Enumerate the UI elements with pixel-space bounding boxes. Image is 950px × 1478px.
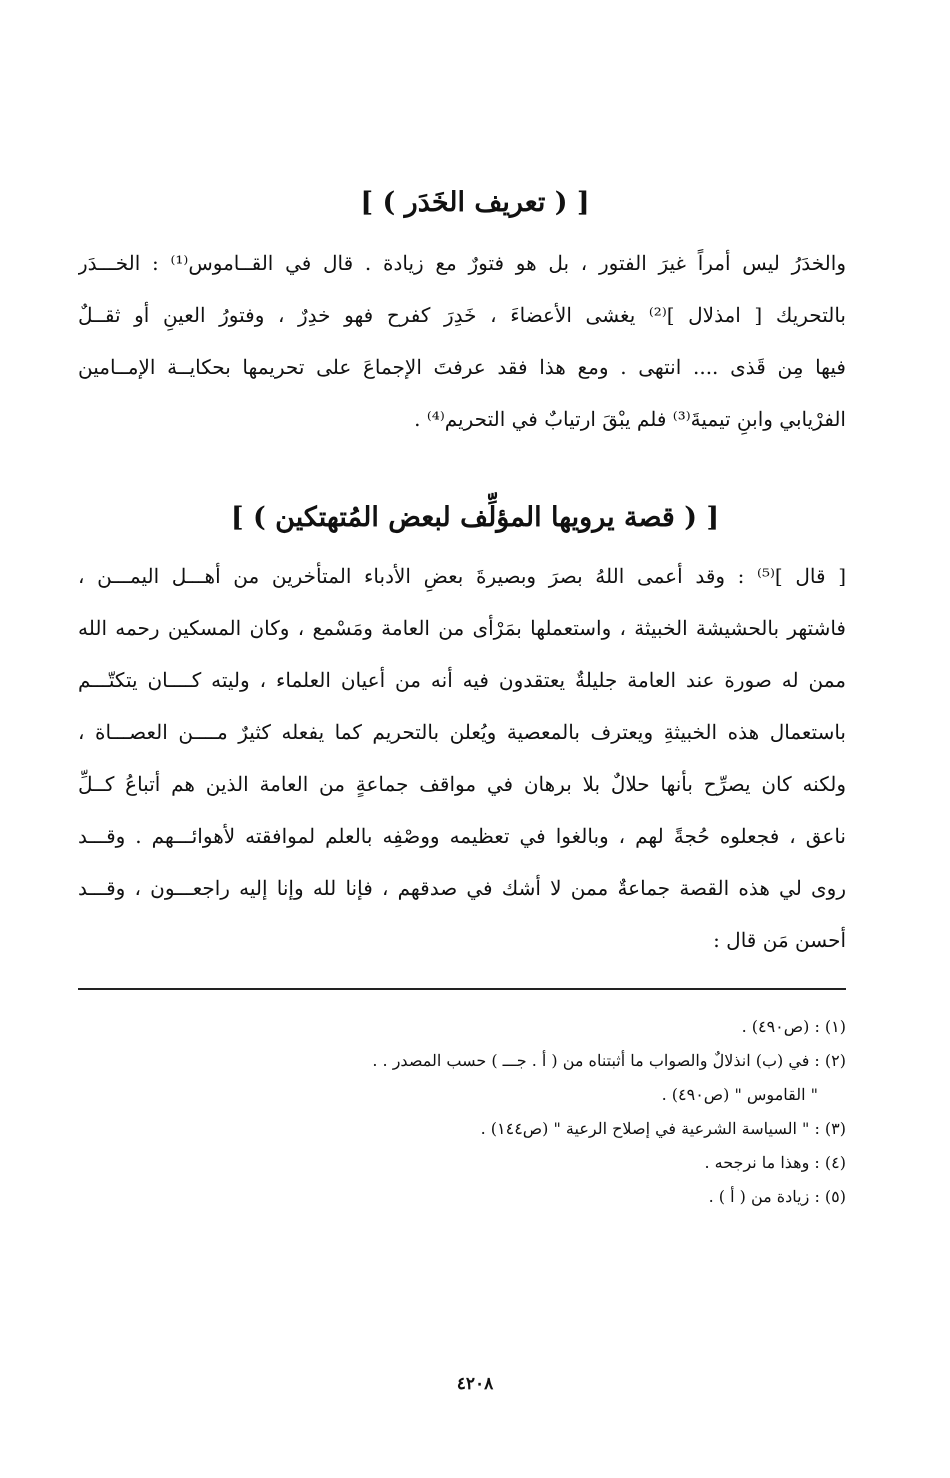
text-line: فاشتهر بالحشيشة الخبيثة ، واستعملها بمَرْأى من العامة ومَسْمع ، وكان المسكين رحمه الله xyxy=(78,616,846,640)
footnote-5: (٥) : زيادة من ( أ ) . xyxy=(708,1187,846,1206)
text-line: فيها مِن قَذى .... انتهى . ومع هذا فقد عرفتَ الإجماعَ على تحريمها بحكايــة الإمــامين xyxy=(78,355,846,379)
footnote-divider xyxy=(78,988,846,990)
text-line: والخدَرُ ليس أمراً غيرَ الفتور ، بل هو فتورٌ مع زيادة . قال في القــاموس⁽¹⁾ : الخـــدَر xyxy=(78,251,846,275)
text-line: الفرْيابي وابنِ تيميةَ⁽³⁾ فلم يبْقَ ارتيابٌ في التحريم⁽⁴⁾ . xyxy=(414,407,846,431)
text-line: ناعق ، فجعلوه حُجةً لهم ، وبالغوا في تعظيمه ووصْفِه بالعلم لموافقته لأهوائـــهم . وقـــد xyxy=(78,824,846,848)
paragraph-author-story xyxy=(78,550,846,966)
text-line: باستعمال هذه الخبيثةِ ويعترف بالمعصية ويُعلن بالتحريم كما يفعله كثيرٌ مــــن العصـــاة ، xyxy=(78,720,846,744)
text-line: روى لي هذه القصة جماعةٌ ممن لا أشك في صدقهم ، فإنا لله وإنا إليه راجعـــون ، وقـــد xyxy=(78,876,846,900)
footnotes xyxy=(78,1010,846,1214)
text-line: ولكنه كان يصرِّح بأنها حلالٌ بلا برهان في مواقف جماعةٍ من العامة الذين هم أتباعُ كــلِّ xyxy=(78,772,846,796)
text-line: بالتحريك [ امذلال ]⁽²⁾ يغشى الأعضاءَ ، خَدِرَ كفرح فهو خدِرٌ ، وفتورُ العينِ أو ثقــلٌ xyxy=(78,303,846,327)
text-line: ممن له صورة عند العامة جليلةٌ يعتقدون فيه أنه من أعيان العلماء ، وليته كــــان يتكتّـــم xyxy=(78,668,846,692)
footnote-2-continuation: " القاموس " (ص٤٩٠) . xyxy=(661,1085,818,1104)
footnote-4: (٤) : وهذا ما نرجحه . xyxy=(704,1153,846,1172)
paragraph-khadar-definition xyxy=(78,237,846,445)
footnote-2: (٢) : في (ب) انذلالٌ والصواب ما أثبتناه من ( أ . جـــ ) حسب المصدر . . xyxy=(372,1051,846,1070)
text-line: أحسن مَن قال : xyxy=(713,928,846,952)
text-line: [ قال ]⁽⁵⁾ : وقد أعمى اللهُ بصرَ وبصيرةَ بعضِ الأدباء المتأخرين من أهـــل اليمـــن ، xyxy=(78,564,846,588)
section-heading-author-story: [ ( قصة يرويها المؤلِّف لبعض المُتهتكين ) ] xyxy=(230,502,720,533)
section-heading-khadar-definition: [ ( تعريف الخَدَر ) ] xyxy=(360,187,590,218)
page-number: ٤٢٠٨ xyxy=(456,1374,494,1394)
footnote-3: (٣) : " السياسة الشرعية في إصلاح الرعية " (ص١٤٤) . xyxy=(480,1119,846,1138)
footnote-1: (١) : (ص٤٩٠) . xyxy=(741,1017,846,1036)
